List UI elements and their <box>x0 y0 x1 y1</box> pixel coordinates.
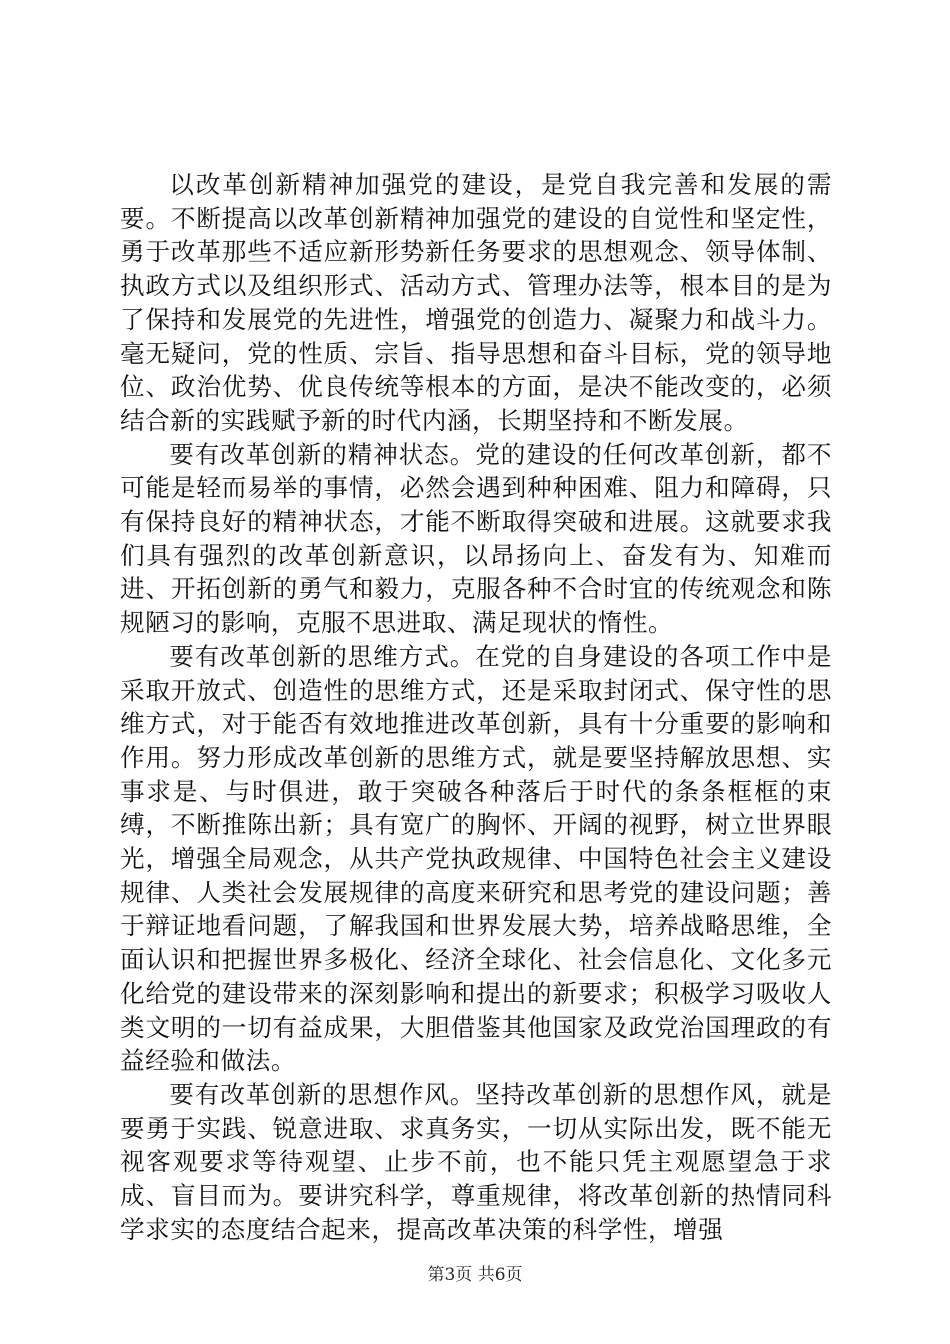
page-body <box>120 168 832 1247</box>
paragraph-thinking-mode: 要有改革创新的思维方式。在党的自身建设的各项工作中是采取开放式、创造性的思维方式，还是采取封闭式、保守性的思维方式，对于能否有效地推进改革创新，具有十分重要的影响和作用。努力形成改革创新的思维方式，就是要坚持解放思想、实事求是、与时俱进，敢于突破各种落后于时代的条条框框的束缚，不断推陈出新；具有宽广的胸怀、开阔的视野，树立世界眼光，增强全局观念，从共产党执政规律、中国特色社会主义建设规律、人类社会发展规律的高度来研究和思考党的建设问题；善于辩证地看问题，了解我国和世界发展大势，培养战略思维，全面认识和把握世界多极化、经济全球化、社会信息化、文化多元化给党的建设带来的深刻影响和提出的新要求；积极学习吸收人类文明的一切有益成果，大胆借鉴其他国家及政党治国理政的有益经验和做法。 <box>120 641 832 1076</box>
paragraph-thought-style: 要有改革创新的思想作风。坚持改革创新的思想作风，就是要勇于实践、锐意进取、求真务实，一切从实际出发，既不能无视客观要求等待观望、止步不前，也不能只凭主观愿望急于求成、盲目而为。要讲究科学，尊重规律，将改革创新的热情同科学求实的态度结合起来，提高改革决策的科学性，增强 <box>120 1079 832 1244</box>
paragraph-spirit-state: 要有改革创新的精神状态。党的建设的任何改革创新，都不可能是轻而易举的事情，必然会遇到种种困难、阻力和障碍，只有保持良好的精神状态，才能不断取得突破和进展。这就要求我们具有强烈的改革创新意识，以昂扬向上、奋发有为、知难而进、开拓创新的勇气和毅力，克服各种不合时宜的传统观念和陈规陋习的影响，克服不思进取、满足现状的惰性。 <box>120 439 832 638</box>
page-number-footer: 第3页 共6页 <box>427 1265 523 1285</box>
paragraph-party-building-reform: 以改革创新精神加强党的建设，是党自我完善和发展的需要。不断提高以改革创新精神加强党的建设的自觉性和坚定性，勇于改革那些不适应新形势新任务要求的思想观念、领导体制、执政方式以及组织形式、活动方式、管理办法等，根本目的是为了保持和发展党的先进性，增强党的创造力、凝聚力和战斗力。毫无疑问，党的性质、宗旨、指导思想和奋斗目标，党的领导地位、政治优势、优良传统等根本的方面，是决不能改变的，必须结合新的实践赋予新的时代内涵，长期坚持和不断发展。 <box>120 170 832 435</box>
